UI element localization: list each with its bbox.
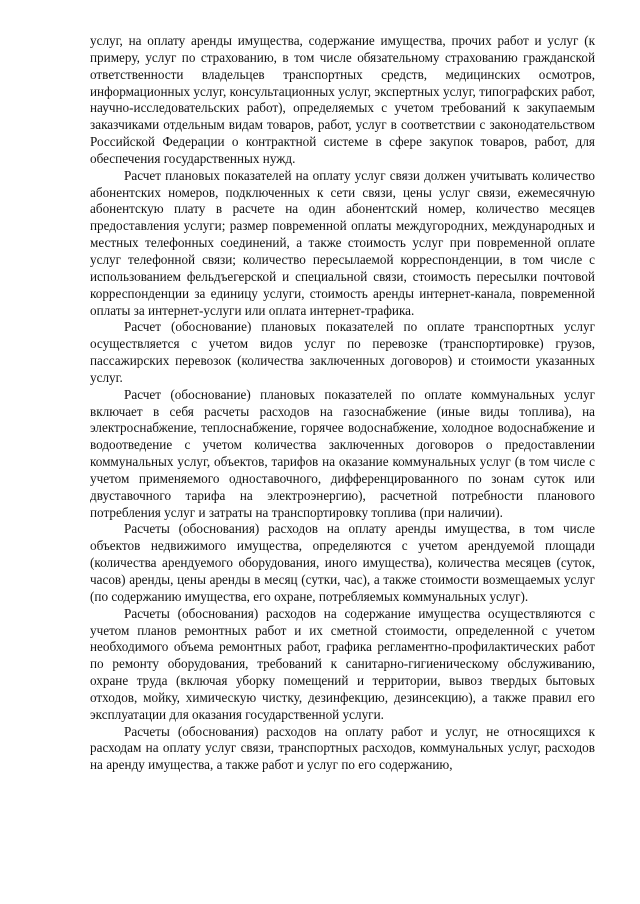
- paragraph-communication-services: Расчет плановых показателей на оплату услуг связи должен учитывать количество абонентских номеров, подключенных к сети связи, цены услуг связи, ежемесячную абонентскую плату в расчете на один абонентский номер, количество месяцев предоставления услуги; размер повременной оплаты междугородних, международных и местных телефонных соединений, а также стоимость услуг при повременной оплате услуг телефонной связи; количество пересылаемой корреспонденции, в том числе с использованием фельдъегерской и специальной связи, стоимость пересылки почтовой корреспонденции за единицу услуги, стоимость аренды интернет-канала, повременной оплаты за интернет-услуги или оплата интернет-трафика.: [90, 167, 595, 318]
- paragraph-transport-services: Расчет (обоснование) плановых показателей по оплате транспортных услуг осуществляется с учетом видов услуг по перевозке (транспортировке) грузов, пассажирских перевозок (количества заключенных договоров) и стоимости указанных услуг.: [90, 319, 595, 385]
- paragraph-property-rent: Расчеты (обоснования) расходов на оплату аренды имущества, в том числе объектов недвижимого имущества, определяются с учетом арендуемой площади (количества арендуемого оборудования, иного имущества), количества месяцев (суток, часов) аренды, цены аренды в месяц (сутки, час), а также стоимости возмещаемых услуг (по содержанию имущества, его охране, потребляемых коммунальных услуг).: [90, 521, 595, 604]
- paragraph-utility-services: Расчет (обоснование) плановых показателей по оплате коммунальных услуг включает в себя расчеты расходов на газоснабжение (иные виды топлива), на электроснабжение, теплоснабжение, горячее водоснабжение, холодное водоснабжение и водоотведение с учетом количества заключенных договоров о предоставлении коммунальных услуг, объектов, тарифов на оказание коммунальных услуг (в том числе с учетом применяемого одноставочного, дифференцированного по зонам суток или двуставочного тарифа на электроэнергию), расчетной потребности планового потребления услуг и затраты на транспортировку топлива (при наличии).: [90, 386, 595, 520]
- document-page: [90, 33, 595, 774]
- paragraph-continuation: услуг, на оплату аренды имущества, содержание имущества, прочих работ и услуг (к примеру, услуг по страхованию, в том числе обязательному страхованию гражданской ответственности владельцев транспортных средств, медицинских осмотров, информационных услуг, консультационных услуг, экспертных услуг, типографских работ, научно-исследовательских работ), определяемых с учетом требований к закупаемым заказчиками отдельным видам товаров, работ, услуг в соответствии с законодательством Российской Федерации о контрактной системе в сфере закупок товаров, работ, для обеспечения государственных нужд.: [90, 33, 595, 166]
- paragraph-other-works-services: Расчеты (обоснования) расходов на оплату работ и услуг, не относящихся к расходам на оплату услуг связи, транспортных расходов, коммунальных услуг, расходов на аренду имущества, а также работ и услуг по его содержанию,: [90, 723, 595, 773]
- paragraph-property-maintenance: Расчеты (обоснования) расходов на содержание имущества осуществляются с учетом планов ремонтных работ и их сметной стоимости, определенной с учетом необходимого объема ремонтных работ, графика регламентно-профилактических работ по ремонту оборудования, требований к санитарно-гигиеническому обслуживанию, охране труда (включая уборку помещений и территории, вывоз твердых бытовых отходов, мойку, химическую чистку, дезинфекцию, дезинсекцию), а также правил его эксплуатации для оказания государственной услуги.: [90, 605, 595, 722]
